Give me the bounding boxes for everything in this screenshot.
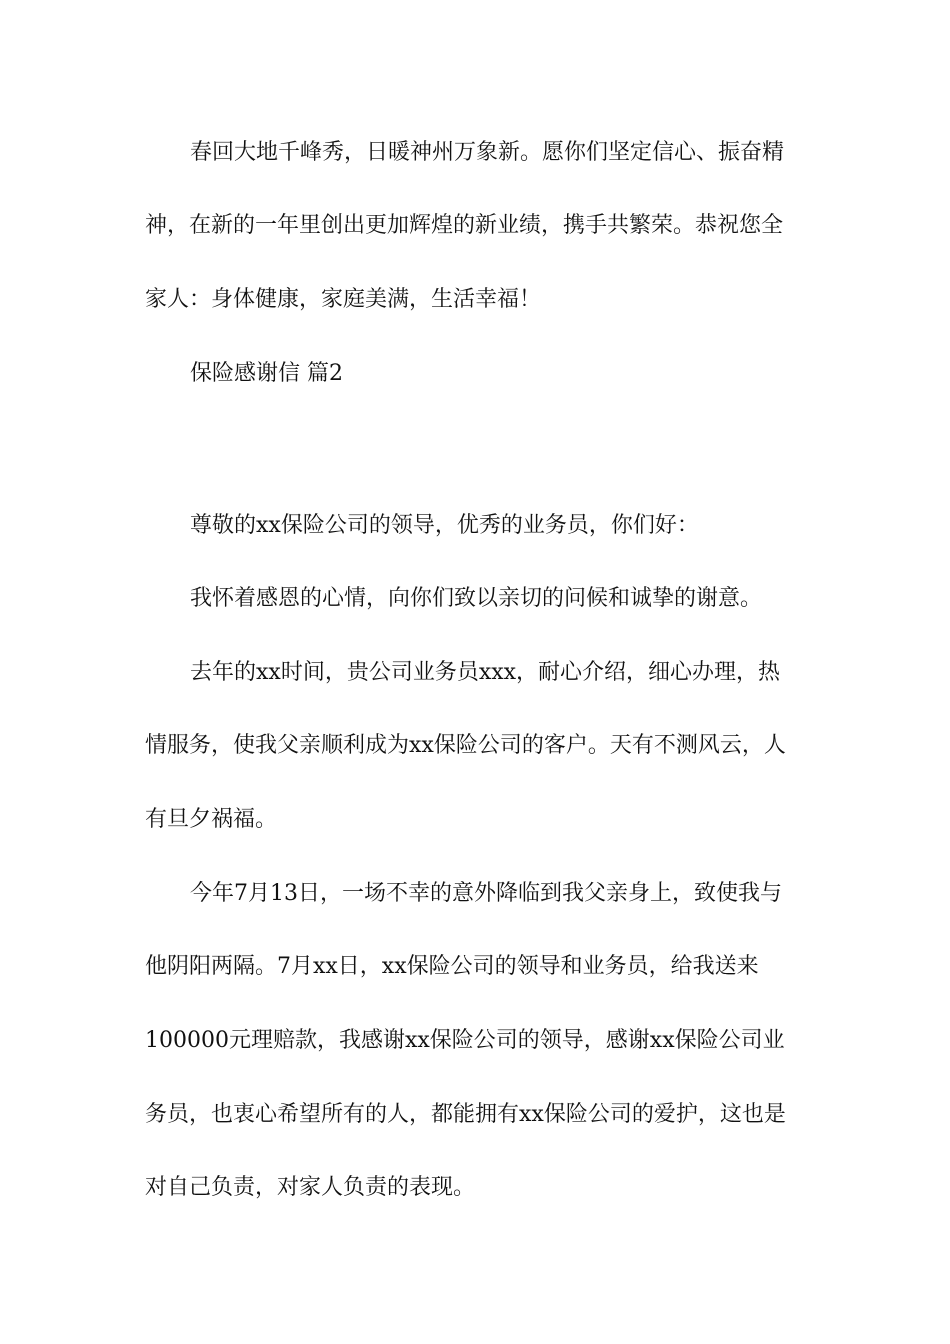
paragraph-line: 去年的xx时间，贵公司业务员xxx，耐心介绍，细心办理，热 xyxy=(190,660,781,685)
paragraph-line: 家人：身体健康，家庭美满，生活幸福！ xyxy=(145,287,542,312)
salutation-line: 尊敬的xx保险公司的领导，优秀的业务员，你们好： xyxy=(190,513,699,538)
paragraph-line: 有旦夕祸福。 xyxy=(145,807,278,832)
paragraph-line: 他阴阳两隔。7月xx日，xx保险公司的领导和业务员，给我送来 xyxy=(145,954,759,979)
paragraph-line: 情服务，使我父亲顺利成为xx保险公司的客户。天有不测风云，人 xyxy=(145,733,786,758)
paragraph-line: 今年7月13日，一场不幸的意外降临到我父亲身上，致使我与 xyxy=(190,881,782,906)
section-heading: 保险感谢信 篇2 xyxy=(190,361,343,386)
paragraph-line: 春回大地千峰秀，日暖神州万象新。愿你们坚定信心、振奋精 xyxy=(190,140,785,165)
paragraph-line: 务员，也衷心希望所有的人，都能拥有xx保险公司的爱护，这也是 xyxy=(145,1102,786,1127)
paragraph-line: 我怀着感恩的心情，向你们致以亲切的问候和诚挚的谢意。 xyxy=(190,586,763,611)
paragraph-line: 神，在新的一年里创出更加辉煌的新业绩，携手共繁荣。恭祝您全 xyxy=(145,213,784,238)
paragraph-line: 对自己负责，对家人负责的表现。 xyxy=(145,1175,476,1200)
paragraph-line: 100000元理赔款，我感谢xx保险公司的领导，感谢xx保险公司业 xyxy=(145,1028,785,1053)
